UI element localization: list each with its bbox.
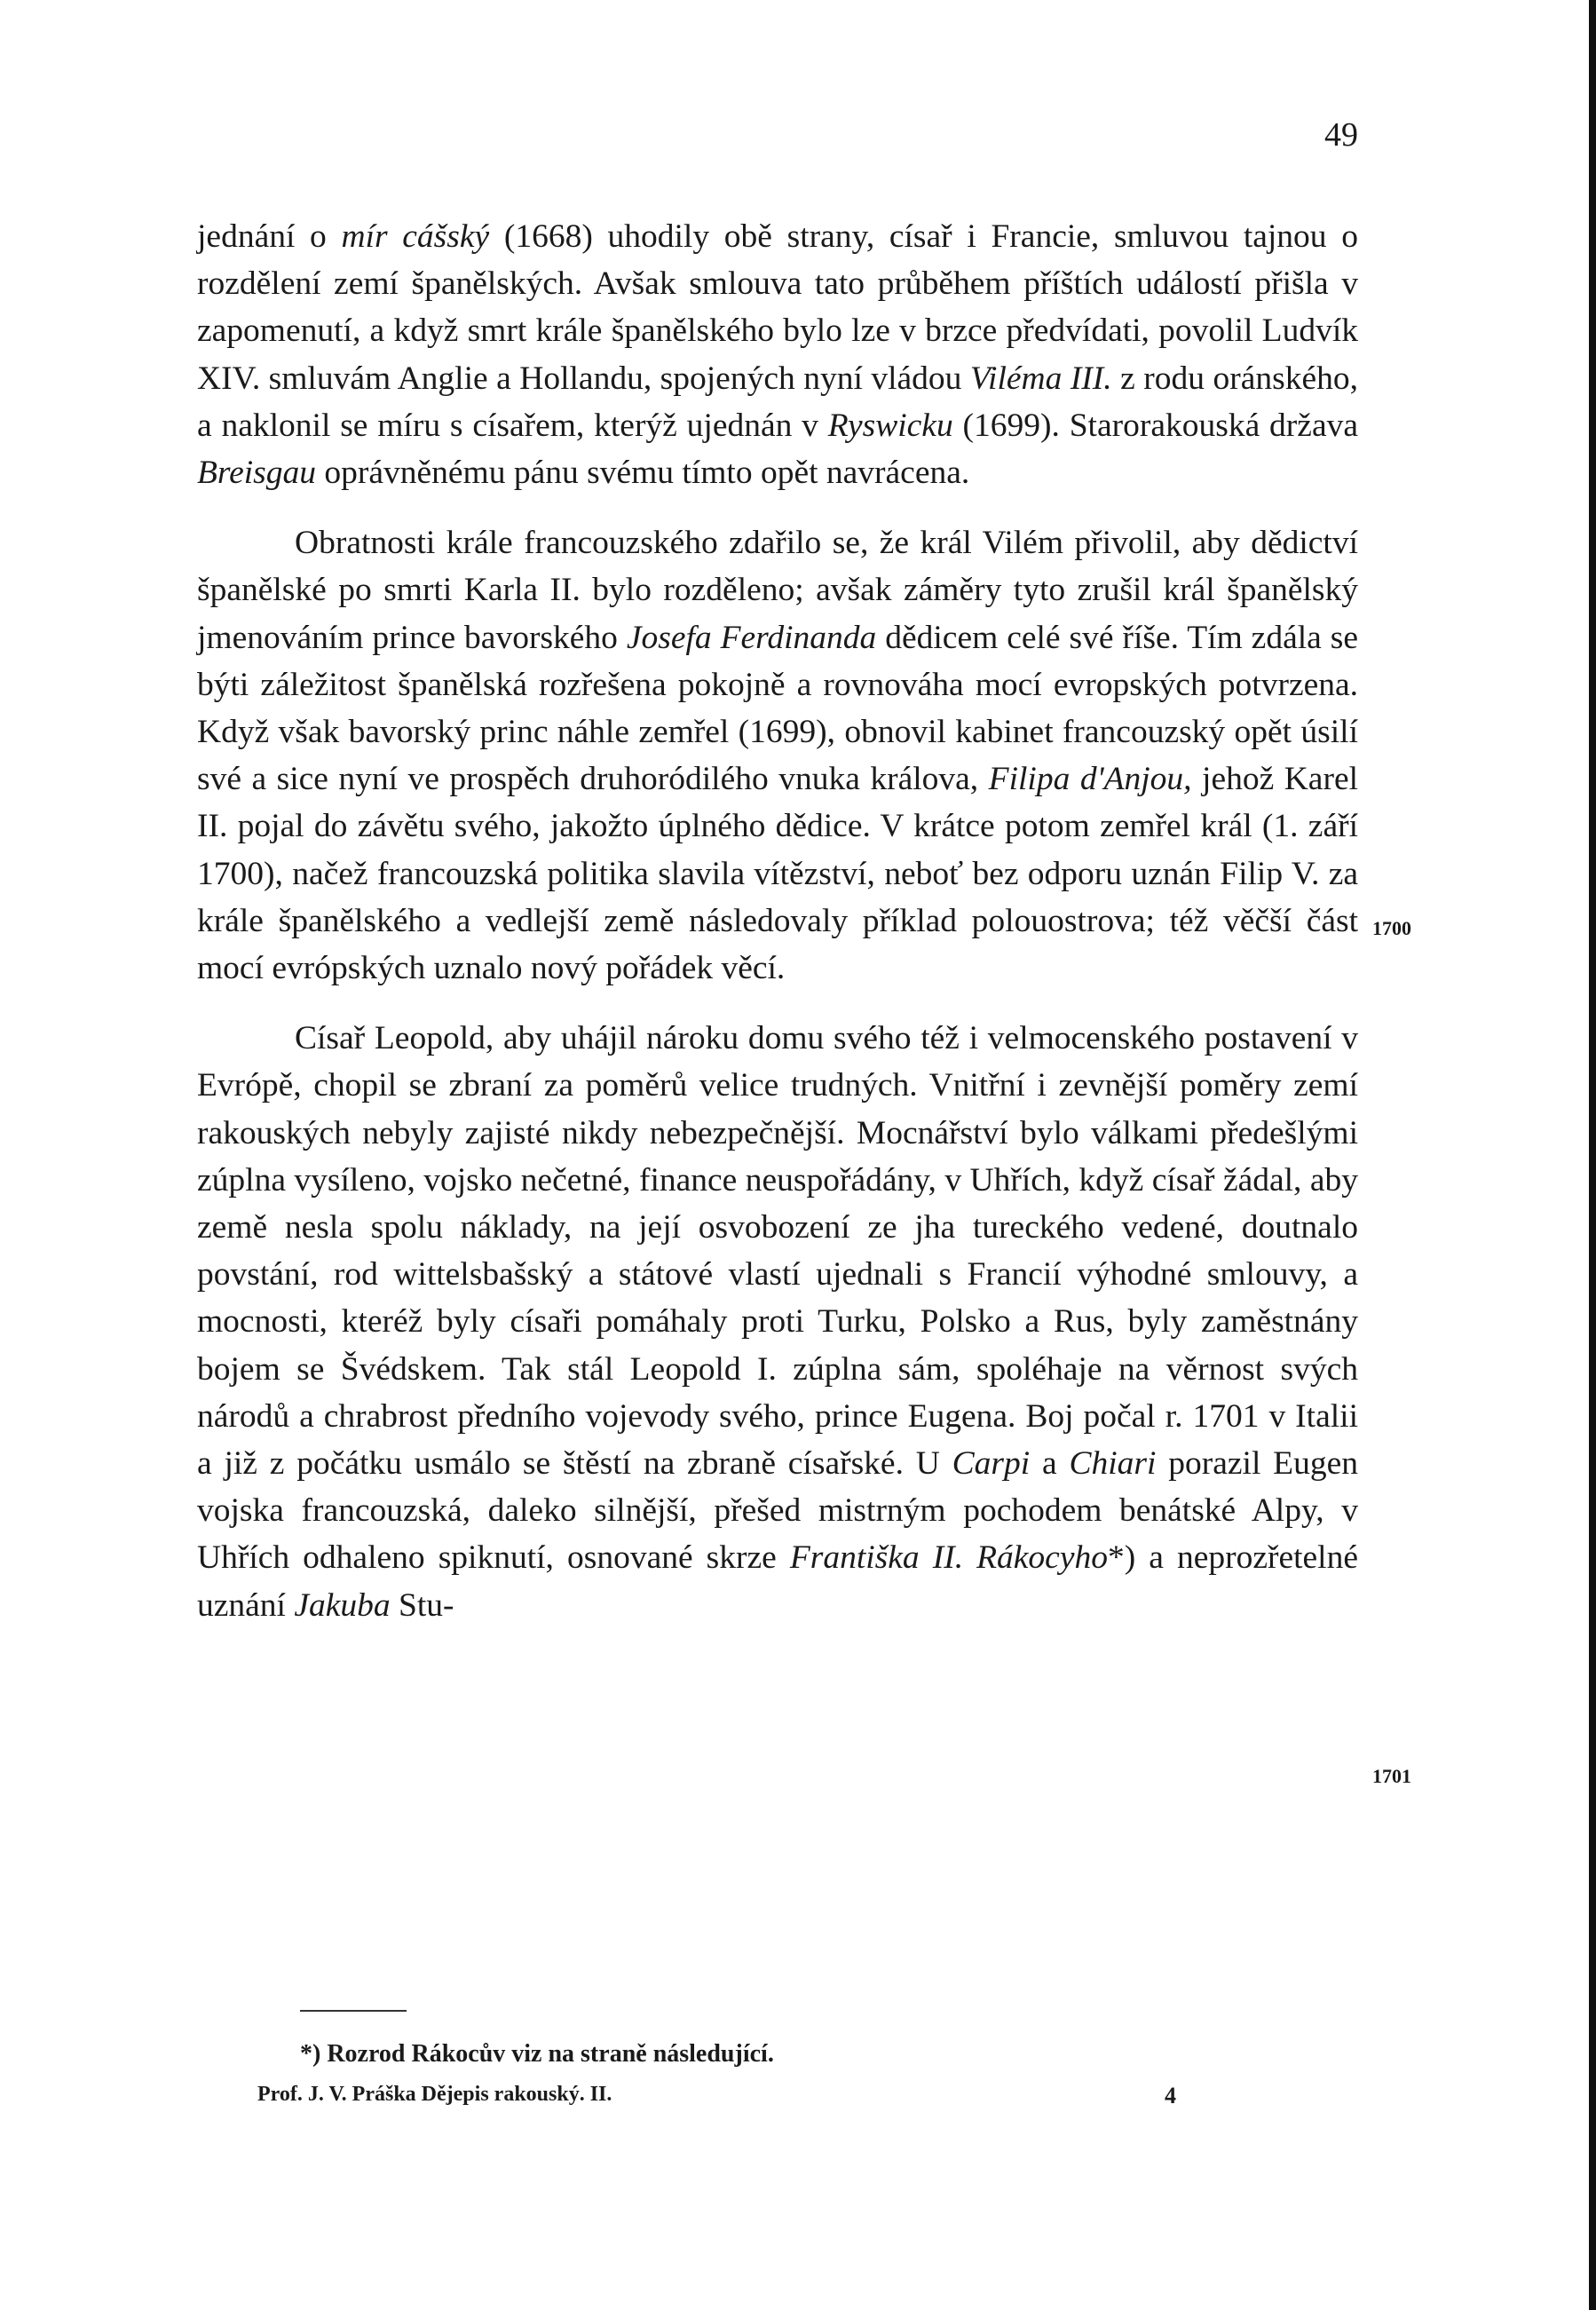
italic-run: Viléma III. (969, 360, 1112, 397)
margin-year-1701: 1701 (1372, 1765, 1411, 1787)
footnote: *) Rozrod Rákocův viz na straně následující. (300, 2040, 774, 2068)
margin-year-1700: 1700 (1372, 917, 1411, 939)
paragraph-2: Obratnosti krále francouzského zdařilo se, že král Vilém přivolil, aby dědictví španělské po smrti Karla II. bylo rozděleno; avšak záměry tyto zrušil král španělský jmenováním prince bavorského Josefa Ferdinanda dědicem celé své říše. Tím zdála se býti záležitost španělská rozřešena pokojně a rovnováha mocí evropských potvrzena. Když však bavorský princ náhle zemřel (1699), obnovil kabinet francouzský opět úsilí své a sice nyní ve prospěch druhoródilého vnuka králova, Filipa d'Anjou, jehož Karel II. pojal do závětu svého, jakožto úplného dědice. V krátce potom zemřel král (1. září 1700), načež francouzská politika slavila vítězství, neboť bez odporu uznán Filip V. za krále španělského a vedlejší země následovaly příklad polouostrova; též věčší část mocí evrópských uznalo nový pořádek věcí. (197, 525, 1359, 987)
main-text (197, 213, 1358, 1629)
footer-signature-line: Prof. J. V. Práška Dějepis rakouský. II. (257, 2083, 612, 2106)
italic-run: Breisgau (197, 455, 317, 492)
italic-run: mír cášský (341, 218, 490, 255)
page-number: 49 (1324, 116, 1358, 154)
scan-edge (1589, 0, 1596, 2310)
signature-mark: 4 (1165, 2083, 1176, 2108)
italic-run: Josefa Ferdinanda (626, 619, 877, 656)
italic-run: Jakuba (294, 1586, 391, 1624)
italic-run: Františka II. Rákocyho (789, 1539, 1108, 1577)
italic-run: Ryswicku (827, 407, 953, 444)
italic-run: Carpi (952, 1445, 1031, 1483)
footnote-divider (300, 2010, 407, 2012)
paragraph-1: jednání o mír cášský (1668) uhodily obě strany, císař i Francie, smluvou tajnou o rozdělení zemí španělských. Avšak smlouva tato průběhem příštích událostí přišla v zapomenutí, a když smrt krále španělského bylo lze v brzce předvídati, povolil Ludvík XIV. smluvám Anglie a Hollandu, spojených nyní vládou Viléma III. z rodu oránského, a naklonil se míru s císařem, kterýž ujednán v Ryswicku (1699). Starorakouská država Breisgau oprávněnému pánu svému tímto opět navrácena. (197, 218, 1358, 492)
italic-run: Filipa d'Anjou, (988, 761, 1192, 798)
italic-run: Chiari (1069, 1445, 1157, 1483)
paragraph-3: Císař Leopold, aby uhájil nároku domu svého též i velmocenského postavení v Evrópě, chopil se zbraní za poměrů velice trudných. Vnitřní i zevnější poměry zemí rakouských nebyly zajisté nikdy nebezpečnější. Mocnářství bylo válkami předešlými zúplna vysíleno, vojsko nečetné, finance neuspořádány, v Uhřích, když císař žádal, aby země nesla spolu náklady, na její osvobození ze jha tureckého vedené, doutnalo povstání, rod wittelsbašský a státové vlastí ujednali s Francií výhodné smlouvy, a mocnosti, kteréž byly císaři pomáhaly proti Turku, Polsko a Rus, byly zaměstnány bojem se Švédskem. Tak stál Leopold I. zúplna sám, spoléhaje na věrnost svých národů a chrabrost předního vojevody svého, prince Eugena. Boj počal r. 1701 v Italii a již z počátku usmálo se štěstí na zbraně císařské. U Carpi a Chiari porazil Eugen vojska francouzská, daleko silnější, přešed mistrným pochodem benátské Alpy, v Uhřích odhaleno spiknutí, osnované skrze Františka II. Rákocyho*) a neprozřetelné uznání Jakuba Stu- (197, 1020, 1358, 1624)
